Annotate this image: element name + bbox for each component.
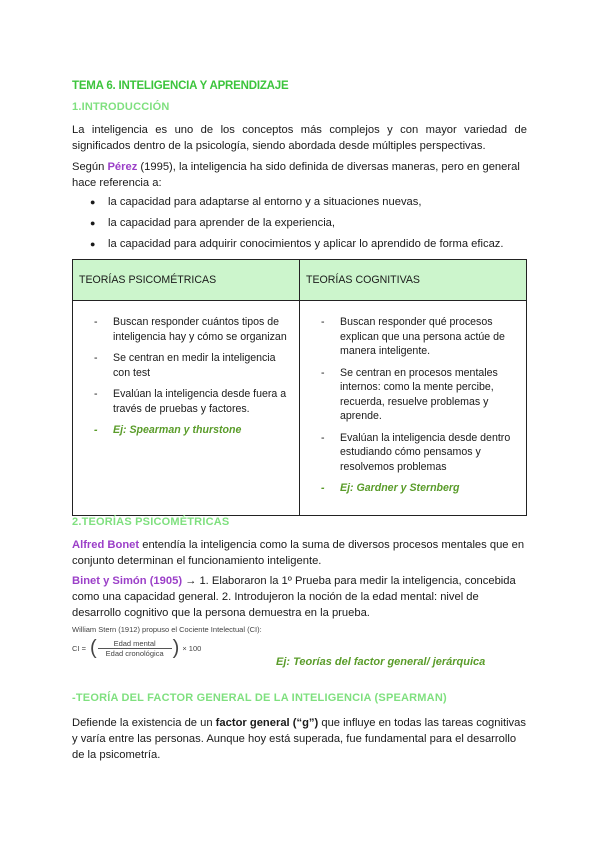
- factor-example: Ej: Teorías del factor general/ jerárquica: [276, 656, 486, 668]
- theories-table: [72, 259, 527, 516]
- formula-caption: William Stern (1912) propuso el Cociente Intelectual (CI):: [72, 625, 262, 634]
- close-paren-icon: ): [172, 637, 180, 659]
- table-header-cognitive: TEORÍAS COGNITIVAS: [300, 260, 527, 301]
- formula-fraction: [98, 639, 172, 658]
- text-segment: Según: [72, 161, 108, 173]
- table-cell-psychometric: [73, 301, 300, 516]
- bonet-paragraph: [72, 537, 527, 569]
- text-segment: (1995), la inteligencia ha sido definida de diversas maneras, pero en general hace referencia a:: [72, 161, 520, 189]
- intro-heading: 1.INTRODUCCIÓN: [72, 101, 170, 113]
- intro-bullet-list: [90, 194, 530, 257]
- iq-formula: [72, 625, 272, 660]
- list-item: - Se centran en medir la inteligencia con test: [91, 351, 289, 380]
- formula-denominator: Edad cronológica: [105, 649, 164, 658]
- document-title: TEMA 6. INTELIGENCIA Y APRENDIZAJE: [72, 80, 289, 92]
- spearman-heading: -TEORÍA DEL FACTOR GENERAL DE LA INTELIGENCIA (SPEARMAN): [72, 692, 447, 704]
- formula-rhs: × 100: [182, 644, 202, 653]
- spearman-paragraph: [72, 715, 527, 763]
- text-segment: que influye en todas las tareas cognitivas y varía entre las personas. Aunque hoy está superada, fue fundamental para el desarrollo de la psicometría.: [72, 717, 526, 761]
- list-item: - Buscan responder cuántos tipos de inteligencia hay y cómo se organizan: [91, 315, 289, 344]
- psychometric-heading: 2.TEORÍAS PSICOMÉTRICAS: [72, 516, 230, 528]
- text-segment: → 1. Elaboraron la 1º Prueba para medir la inteligencia, concebida como una capacidad general. 2. Introdujeron la noción de la edad mental: nivel de desarrollo cognitivo que la persona demuestra en la prueba.: [72, 575, 516, 619]
- formula-numerator: Edad mental: [113, 639, 156, 648]
- intro-paragraph-2: [72, 159, 527, 191]
- list-item: ● la capacidad para aprender de la experiencia,: [90, 215, 530, 236]
- list-item: - Evalúan la inteligencia desde dentro estudiando cómo pensamos y resolvemos problemas: [318, 431, 516, 475]
- list-item: ● la capacidad para adaptarse al entorno y a situaciones nuevas,: [90, 194, 530, 215]
- author-perez: Pérez: [107, 161, 138, 173]
- binet-paragraph: [72, 573, 527, 621]
- list-item: ● la capacidad para adquirir conocimientos y aplicar lo aprendido de forma eficaz.: [90, 236, 530, 257]
- author-binet-simon: Binet y Simón (1905): [72, 575, 183, 587]
- list-item: - Evalúan la inteligencia desde fuera a través de pruebas y factores.: [91, 387, 289, 416]
- table-header-psychometric: TEORÍAS PSICOMÉTRICAS: [73, 260, 300, 301]
- open-paren-icon: (: [89, 637, 97, 659]
- table-cell-cognitive: [300, 301, 527, 516]
- example-item: - Ej: Gardner y Sternberg: [318, 481, 516, 496]
- intro-paragraph-1: La inteligencia es uno de los conceptos más complejos y con mayor variedad de significados dentro de la psicología, siendo abordada desde múltiples perspectivas.: [72, 124, 527, 152]
- factor-g-term: factor general (“g”): [215, 717, 319, 729]
- text-segment: entendía la inteligencia como la suma de diversos procesos mentales que en conjunto determinan el funcionamiento inteligente.: [72, 539, 525, 567]
- example-item: - Ej: Spearman y thurstone: [91, 423, 289, 438]
- list-item: - Se centran en procesos mentales internos: como la mente percibe, recuerda, resuelve problemas y aprende.: [318, 366, 516, 424]
- author-bonet: Alfred Bonet: [72, 539, 140, 551]
- formula-lhs: CI =: [72, 644, 86, 653]
- text-segment: Defiende la existencia de un: [72, 717, 216, 729]
- list-item: - Buscan responder qué procesos explican que una persona actúe de manera inteligente.: [318, 315, 516, 359]
